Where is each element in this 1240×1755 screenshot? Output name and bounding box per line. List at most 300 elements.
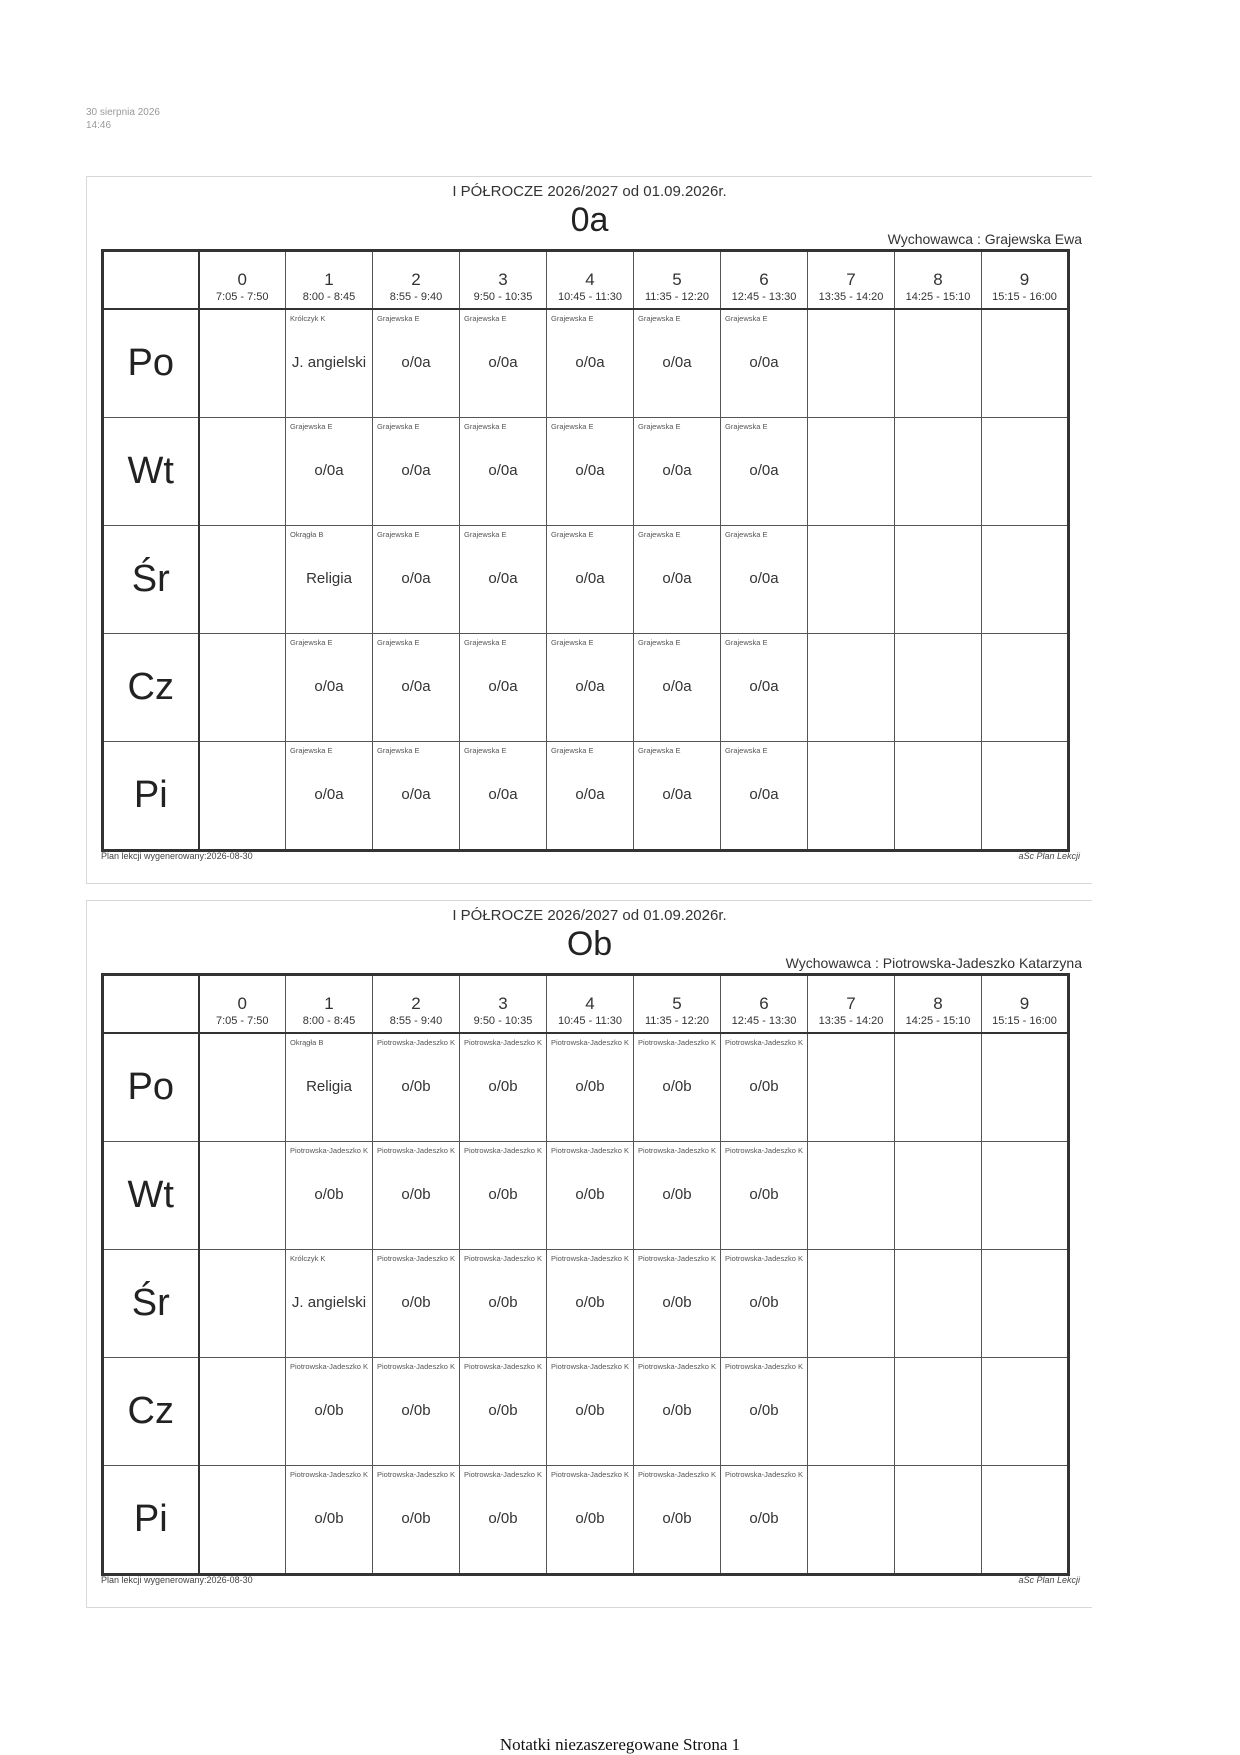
period-time: 7:05 - 7:50 — [215, 1015, 269, 1027]
subject-name: o/0b — [401, 1509, 431, 1527]
lesson-cell — [634, 1033, 721, 1142]
lesson-cell — [460, 1465, 547, 1574]
day-row — [103, 1141, 1069, 1249]
period-header — [721, 251, 808, 309]
lesson-cell — [460, 1357, 547, 1465]
teacher-name: Grajewska E — [464, 637, 507, 647]
subject-name: o/0a — [749, 677, 779, 695]
teacher-name: Piotrowska-Jadeszko K — [725, 1469, 803, 1479]
subject-name: o/0b — [749, 1293, 779, 1311]
empty-cell — [808, 1465, 895, 1574]
day-label: Śr — [131, 557, 170, 600]
empty-cell — [808, 417, 895, 525]
day-cell — [103, 417, 199, 525]
lesson-cell — [547, 1357, 634, 1465]
teacher-name: Piotrowska-Jadeszko K — [290, 1361, 368, 1371]
teacher-name: Grajewska E — [638, 745, 681, 755]
subject-name: o/0b — [749, 1509, 779, 1527]
teacher-name: Grajewska E — [638, 637, 681, 647]
teacher-name: Królczyk K — [290, 1253, 326, 1263]
period-header — [286, 975, 373, 1033]
subject-name: o/0a — [314, 785, 344, 803]
day-label: Pi — [133, 773, 168, 816]
empty-cell — [808, 1249, 895, 1357]
period-time: 10:45 - 11:30 — [557, 291, 622, 303]
teacher-name: Piotrowska-Jadeszko K — [638, 1469, 716, 1479]
period-time: 12:45 - 13:30 — [731, 291, 797, 303]
period-header — [634, 251, 721, 309]
day-label: Śr — [131, 1281, 170, 1324]
empty-cell — [808, 309, 895, 418]
subject-name: o/0a — [575, 353, 605, 371]
empty-cell — [982, 309, 1069, 418]
period-number: 8 — [933, 994, 943, 1013]
period-number: 7 — [846, 994, 856, 1013]
teacher-name: Piotrowska-Jadeszko K — [551, 1145, 629, 1155]
lesson-cell — [286, 1033, 373, 1142]
lesson-cell — [373, 417, 460, 525]
teacher-name: Grajewska E — [551, 745, 594, 755]
subject-name: o/0a — [575, 785, 605, 803]
subject-name: o/0b — [488, 1293, 518, 1311]
lesson-cell — [634, 1249, 721, 1357]
teacher-name: Grajewska E — [551, 421, 594, 431]
subject-name: o/0a — [488, 569, 518, 587]
empty-cell — [982, 1033, 1069, 1142]
teacher-name: Okrągła B — [290, 529, 324, 539]
subject-name: o/0a — [488, 353, 518, 371]
lesson-cell — [460, 417, 547, 525]
period-header — [895, 251, 982, 309]
empty-cell — [982, 1249, 1069, 1357]
period-header — [199, 251, 286, 309]
empty-cell — [982, 633, 1069, 741]
period-number: 5 — [672, 994, 682, 1013]
empty-cell — [808, 1141, 895, 1249]
lesson-cell — [286, 1249, 373, 1357]
period-time: 14:25 - 15:10 — [905, 291, 971, 303]
subject-name: o/0b — [575, 1185, 605, 1203]
empty-cell — [982, 1141, 1069, 1249]
teacher-name: Piotrowska-Jadeszko K — [464, 1037, 542, 1047]
period-header — [373, 251, 460, 309]
period-header — [460, 251, 547, 309]
day-row — [103, 1249, 1069, 1357]
period-time: 8:55 - 9:40 — [389, 1015, 443, 1027]
lesson-cell — [286, 633, 373, 741]
day-label: Wt — [127, 449, 174, 492]
subject-name: o/0a — [662, 461, 692, 479]
lesson-cell — [721, 1033, 808, 1142]
semester-header: I PÓŁROCZE 2026/2027 od 01.09.2026r. — [452, 907, 727, 924]
lesson-cell — [286, 1465, 373, 1574]
day-label: Pi — [133, 1497, 168, 1540]
lesson-cell — [547, 1249, 634, 1357]
teacher-name: Piotrowska-Jadeszko K — [725, 1361, 803, 1371]
period-time: 13:35 - 14:20 — [818, 291, 884, 303]
period-number: 0 — [237, 994, 247, 1013]
period-header — [721, 975, 808, 1033]
teacher-name: Grajewska E — [725, 745, 768, 755]
subject-name: o/0b — [488, 1077, 518, 1095]
lesson-cell — [373, 741, 460, 850]
period-header — [286, 251, 373, 309]
teacher-name: Grajewska E — [725, 637, 768, 647]
empty-cell — [808, 525, 895, 633]
day-label: Cz — [127, 665, 174, 708]
teacher-name: Grajewska E — [464, 313, 507, 323]
subject-name: o/0b — [575, 1401, 605, 1419]
class-name: 0a — [570, 201, 609, 239]
subject-name: o/0b — [401, 1077, 431, 1095]
semester-header: I PÓŁROCZE 2026/2027 od 01.09.2026r. — [452, 183, 727, 200]
teacher-name: Grajewska E — [377, 529, 420, 539]
teacher-name: Grajewska E — [464, 745, 507, 755]
teacher-name: Piotrowska-Jadeszko K — [464, 1469, 542, 1479]
period-time: 7:05 - 7:50 — [215, 291, 269, 303]
empty-cell — [982, 1357, 1069, 1465]
lesson-cell — [373, 309, 460, 418]
lesson-cell — [460, 1141, 547, 1249]
empty-cell — [199, 417, 286, 525]
note-time: 14:46 — [86, 120, 112, 131]
subject-name: o/0b — [575, 1293, 605, 1311]
empty-cell — [199, 1465, 286, 1574]
page-footer: Notatki niezaszeregowane Strona 1 — [499, 1735, 741, 1754]
teacher-name: Piotrowska-Jadeszko K — [290, 1469, 368, 1479]
day-cell — [103, 1249, 199, 1357]
period-time: 11:35 - 12:20 — [644, 1015, 709, 1027]
subject-name: o/0b — [575, 1509, 605, 1527]
empty-cell — [199, 741, 286, 850]
subject-name: o/0b — [749, 1185, 779, 1203]
day-row — [103, 1465, 1069, 1574]
empty-cell — [895, 1465, 982, 1574]
teacher-name: Piotrowska-Jadeszko K — [638, 1037, 716, 1047]
teacher-name: Królczyk K — [290, 313, 326, 323]
period-header — [373, 975, 460, 1033]
period-header — [808, 251, 895, 309]
lesson-cell — [721, 1249, 808, 1357]
lesson-cell — [286, 417, 373, 525]
teacher-name: Piotrowska-Jadeszko K — [377, 1037, 455, 1047]
period-number: 3 — [498, 994, 508, 1013]
teacher-name: Grajewska E — [725, 529, 768, 539]
teacher-name: Grajewska E — [377, 421, 420, 431]
software-credit: aSc Plan Lekcji — [1018, 851, 1080, 861]
lesson-cell — [373, 633, 460, 741]
lesson-cell — [547, 633, 634, 741]
teacher-name: Piotrowska-Jadeszko K — [551, 1037, 629, 1047]
teacher-name: Grajewska E — [725, 421, 768, 431]
subject-name: o/0b — [662, 1401, 692, 1419]
lesson-cell — [634, 309, 721, 418]
period-header — [634, 975, 721, 1033]
empty-cell — [982, 525, 1069, 633]
period-number: 8 — [933, 270, 943, 289]
lesson-cell — [634, 1357, 721, 1465]
lesson-cell — [547, 741, 634, 850]
empty-cell — [199, 633, 286, 741]
teacher-name: Grajewska E — [290, 421, 333, 431]
subject-name: o/0b — [749, 1401, 779, 1419]
subject-name: o/0a — [749, 569, 779, 587]
lesson-cell — [373, 1357, 460, 1465]
lesson-cell — [460, 741, 547, 850]
timetable-sheet-0b — [86, 900, 1092, 1608]
teacher-name: Piotrowska-Jadeszko K — [638, 1253, 716, 1263]
grid-corner — [103, 251, 199, 309]
generated-date: Plan lekcji wygenerowany:2026-08-30 — [101, 851, 253, 861]
subject-name: o/0a — [401, 569, 431, 587]
teacher-name: Piotrowska-Jadeszko K — [551, 1361, 629, 1371]
teacher-name: Piotrowska-Jadeszko K — [464, 1145, 542, 1155]
lesson-cell — [634, 1141, 721, 1249]
lesson-cell — [547, 309, 634, 418]
subject-name: o/0a — [749, 353, 779, 371]
empty-cell — [808, 633, 895, 741]
day-row — [103, 525, 1069, 633]
period-header — [199, 975, 286, 1033]
day-cell — [103, 1033, 199, 1142]
subject-name: o/0b — [401, 1185, 431, 1203]
teacher-name: Grajewska E — [464, 529, 507, 539]
teacher-name: Piotrowska-Jadeszko K — [464, 1361, 542, 1371]
empty-cell — [895, 633, 982, 741]
empty-cell — [895, 1033, 982, 1142]
period-number: 9 — [1019, 994, 1030, 1013]
subject-name: o/0a — [662, 677, 692, 695]
subject-name: o/0b — [401, 1401, 431, 1419]
subject-name: o/0b — [662, 1509, 692, 1527]
subject-name: o/0a — [662, 569, 692, 587]
note-date: 30 sierpnia 2026 — [86, 107, 160, 118]
teacher-name: Piotrowska-Jadeszko K — [725, 1037, 803, 1047]
subject-name: o/0b — [662, 1293, 692, 1311]
empty-cell — [808, 1357, 895, 1465]
timetable-grid — [101, 249, 1070, 852]
day-row — [103, 417, 1069, 525]
teacher-name: Grajewska E — [725, 313, 768, 323]
generated-date: Plan lekcji wygenerowany:2026-08-30 — [101, 1575, 253, 1585]
lesson-cell — [373, 1249, 460, 1357]
teacher-name: Grajewska E — [290, 745, 333, 755]
lesson-cell — [721, 1465, 808, 1574]
lesson-cell — [286, 1141, 373, 1249]
day-cell — [103, 1357, 199, 1465]
lesson-cell — [547, 417, 634, 525]
subject-name: o/0a — [488, 461, 518, 479]
empty-cell — [199, 309, 286, 418]
lesson-cell — [286, 525, 373, 633]
empty-cell — [895, 1141, 982, 1249]
subject-name: o/0b — [314, 1401, 344, 1419]
period-time: 15:15 - 16:00 — [992, 291, 1057, 303]
timetable-grid — [101, 973, 1070, 1576]
grid-corner — [103, 975, 199, 1033]
teacher-name: Piotrowska-Jadeszko K — [725, 1145, 803, 1155]
period-header — [982, 975, 1069, 1033]
empty-cell — [199, 525, 286, 633]
lesson-cell — [634, 417, 721, 525]
period-number: 6 — [759, 270, 769, 289]
period-number: 9 — [1019, 270, 1030, 289]
period-header — [547, 251, 634, 309]
lesson-cell — [721, 633, 808, 741]
lesson-cell — [634, 741, 721, 850]
period-header — [982, 251, 1069, 309]
period-header — [895, 975, 982, 1033]
day-row — [103, 1033, 1069, 1142]
period-time: 10:45 - 11:30 — [557, 1015, 622, 1027]
teacher-name: Piotrowska-Jadeszko K — [551, 1469, 629, 1479]
subject-name: o/0b — [488, 1185, 518, 1203]
subject-name: o/0a — [401, 677, 431, 695]
teacher-name: Grajewska E — [377, 637, 420, 647]
period-number: 2 — [411, 270, 421, 289]
teacher-name: Piotrowska-Jadeszko K — [377, 1361, 455, 1371]
period-time: 15:15 - 16:00 — [992, 1015, 1057, 1027]
subject-name: o/0a — [662, 785, 692, 803]
subject-name: o/0b — [662, 1185, 692, 1203]
lesson-cell — [634, 1465, 721, 1574]
teacher-name: Piotrowska-Jadeszko K — [377, 1145, 455, 1155]
day-cell — [103, 1465, 199, 1574]
subject-name: J. angielski — [291, 1293, 367, 1311]
lesson-cell — [460, 1033, 547, 1142]
lesson-cell — [373, 1033, 460, 1142]
empty-cell — [199, 1033, 286, 1142]
subject-name: o/0b — [314, 1185, 344, 1203]
subject-name: o/0b — [488, 1401, 518, 1419]
lesson-cell — [460, 633, 547, 741]
teacher-name: Piotrowska-Jadeszko K — [290, 1145, 368, 1155]
subject-name: o/0a — [401, 461, 431, 479]
period-number: 1 — [324, 994, 334, 1013]
lesson-cell — [721, 417, 808, 525]
lesson-cell — [460, 1249, 547, 1357]
period-number: 2 — [411, 994, 421, 1013]
subject-name: J. angielski — [291, 353, 367, 371]
empty-cell — [808, 1033, 895, 1142]
lesson-cell — [721, 309, 808, 418]
period-header — [460, 975, 547, 1033]
teacher-name: Piotrowska-Jadeszko K — [551, 1253, 629, 1263]
empty-cell — [895, 417, 982, 525]
subject-name: o/0a — [488, 677, 518, 695]
lesson-cell — [460, 525, 547, 633]
day-cell — [103, 309, 199, 418]
period-time: 13:35 - 14:20 — [818, 1015, 884, 1027]
period-number: 6 — [759, 994, 769, 1013]
teacher-name: Grajewska E — [638, 421, 681, 431]
teacher-name: Grajewska E — [377, 313, 420, 323]
lesson-cell — [547, 1033, 634, 1142]
teacher-name: Grajewska E — [638, 529, 681, 539]
subject-name: o/0b — [314, 1509, 344, 1527]
day-label: Wt — [127, 1173, 174, 1216]
subject-name: Religia — [306, 1077, 352, 1095]
period-number: 4 — [585, 270, 595, 289]
teacher-name: Grajewska E — [464, 421, 507, 431]
day-row — [103, 309, 1069, 418]
period-time: 8:55 - 9:40 — [389, 291, 443, 303]
day-cell — [103, 633, 199, 741]
empty-cell — [808, 741, 895, 850]
day-label: Po — [127, 1065, 174, 1108]
lesson-cell — [460, 309, 547, 418]
subject-name: o/0a — [488, 785, 518, 803]
lesson-cell — [547, 1141, 634, 1249]
teacher-name: Grajewska E — [551, 529, 594, 539]
note-timestamp — [86, 106, 160, 132]
day-label: Po — [127, 341, 174, 384]
subject-name: o/0a — [401, 353, 431, 371]
lesson-cell — [373, 1465, 460, 1574]
period-number: 3 — [498, 270, 508, 289]
day-row — [103, 741, 1069, 850]
subject-name: o/0b — [749, 1077, 779, 1095]
period-time: 14:25 - 15:10 — [905, 1015, 971, 1027]
subject-name: o/0a — [749, 461, 779, 479]
teacher-name: Piotrowska-Jadeszko K — [638, 1361, 716, 1371]
lesson-cell — [286, 741, 373, 850]
homeroom-teacher: Wychowawca : Grajewska Ewa — [887, 231, 1082, 247]
day-cell — [103, 741, 199, 850]
subject-name: o/0a — [314, 677, 344, 695]
teacher-name: Grajewska E — [290, 637, 333, 647]
teacher-name: Grajewska E — [377, 745, 420, 755]
period-time: 11:35 - 12:20 — [644, 291, 709, 303]
teacher-name: Grajewska E — [551, 637, 594, 647]
lesson-cell — [721, 1141, 808, 1249]
lesson-cell — [547, 525, 634, 633]
period-number: 1 — [324, 270, 334, 289]
subject-name: o/0b — [401, 1293, 431, 1311]
teacher-name: Piotrowska-Jadeszko K — [377, 1253, 455, 1263]
lesson-cell — [373, 1141, 460, 1249]
empty-cell — [199, 1357, 286, 1465]
period-number: 4 — [585, 994, 595, 1013]
software-credit: aSc Plan Lekcji — [1018, 1575, 1080, 1585]
lesson-cell — [634, 633, 721, 741]
day-label: Cz — [127, 1389, 174, 1432]
subject-name: o/0a — [401, 785, 431, 803]
empty-cell — [982, 417, 1069, 525]
lesson-cell — [634, 525, 721, 633]
empty-cell — [895, 741, 982, 850]
empty-cell — [982, 741, 1069, 850]
period-number: 5 — [672, 270, 682, 289]
teacher-name: Piotrowska-Jadeszko K — [638, 1145, 716, 1155]
subject-name: o/0b — [575, 1077, 605, 1095]
subject-name: o/0a — [662, 353, 692, 371]
period-time: 9:50 - 10:35 — [473, 291, 533, 303]
period-number: 7 — [846, 270, 856, 289]
subject-name: o/0a — [314, 461, 344, 479]
day-row — [103, 633, 1069, 741]
period-number: 0 — [237, 270, 247, 289]
class-name: Ob — [566, 925, 613, 963]
lesson-cell — [721, 741, 808, 850]
empty-cell — [895, 309, 982, 418]
day-cell — [103, 525, 199, 633]
teacher-name: Piotrowska-Jadeszko K — [377, 1469, 455, 1479]
lesson-cell — [373, 525, 460, 633]
lesson-cell — [286, 1357, 373, 1465]
teacher-name: Grajewska E — [638, 313, 681, 323]
period-time: 8:00 - 8:45 — [302, 291, 356, 303]
